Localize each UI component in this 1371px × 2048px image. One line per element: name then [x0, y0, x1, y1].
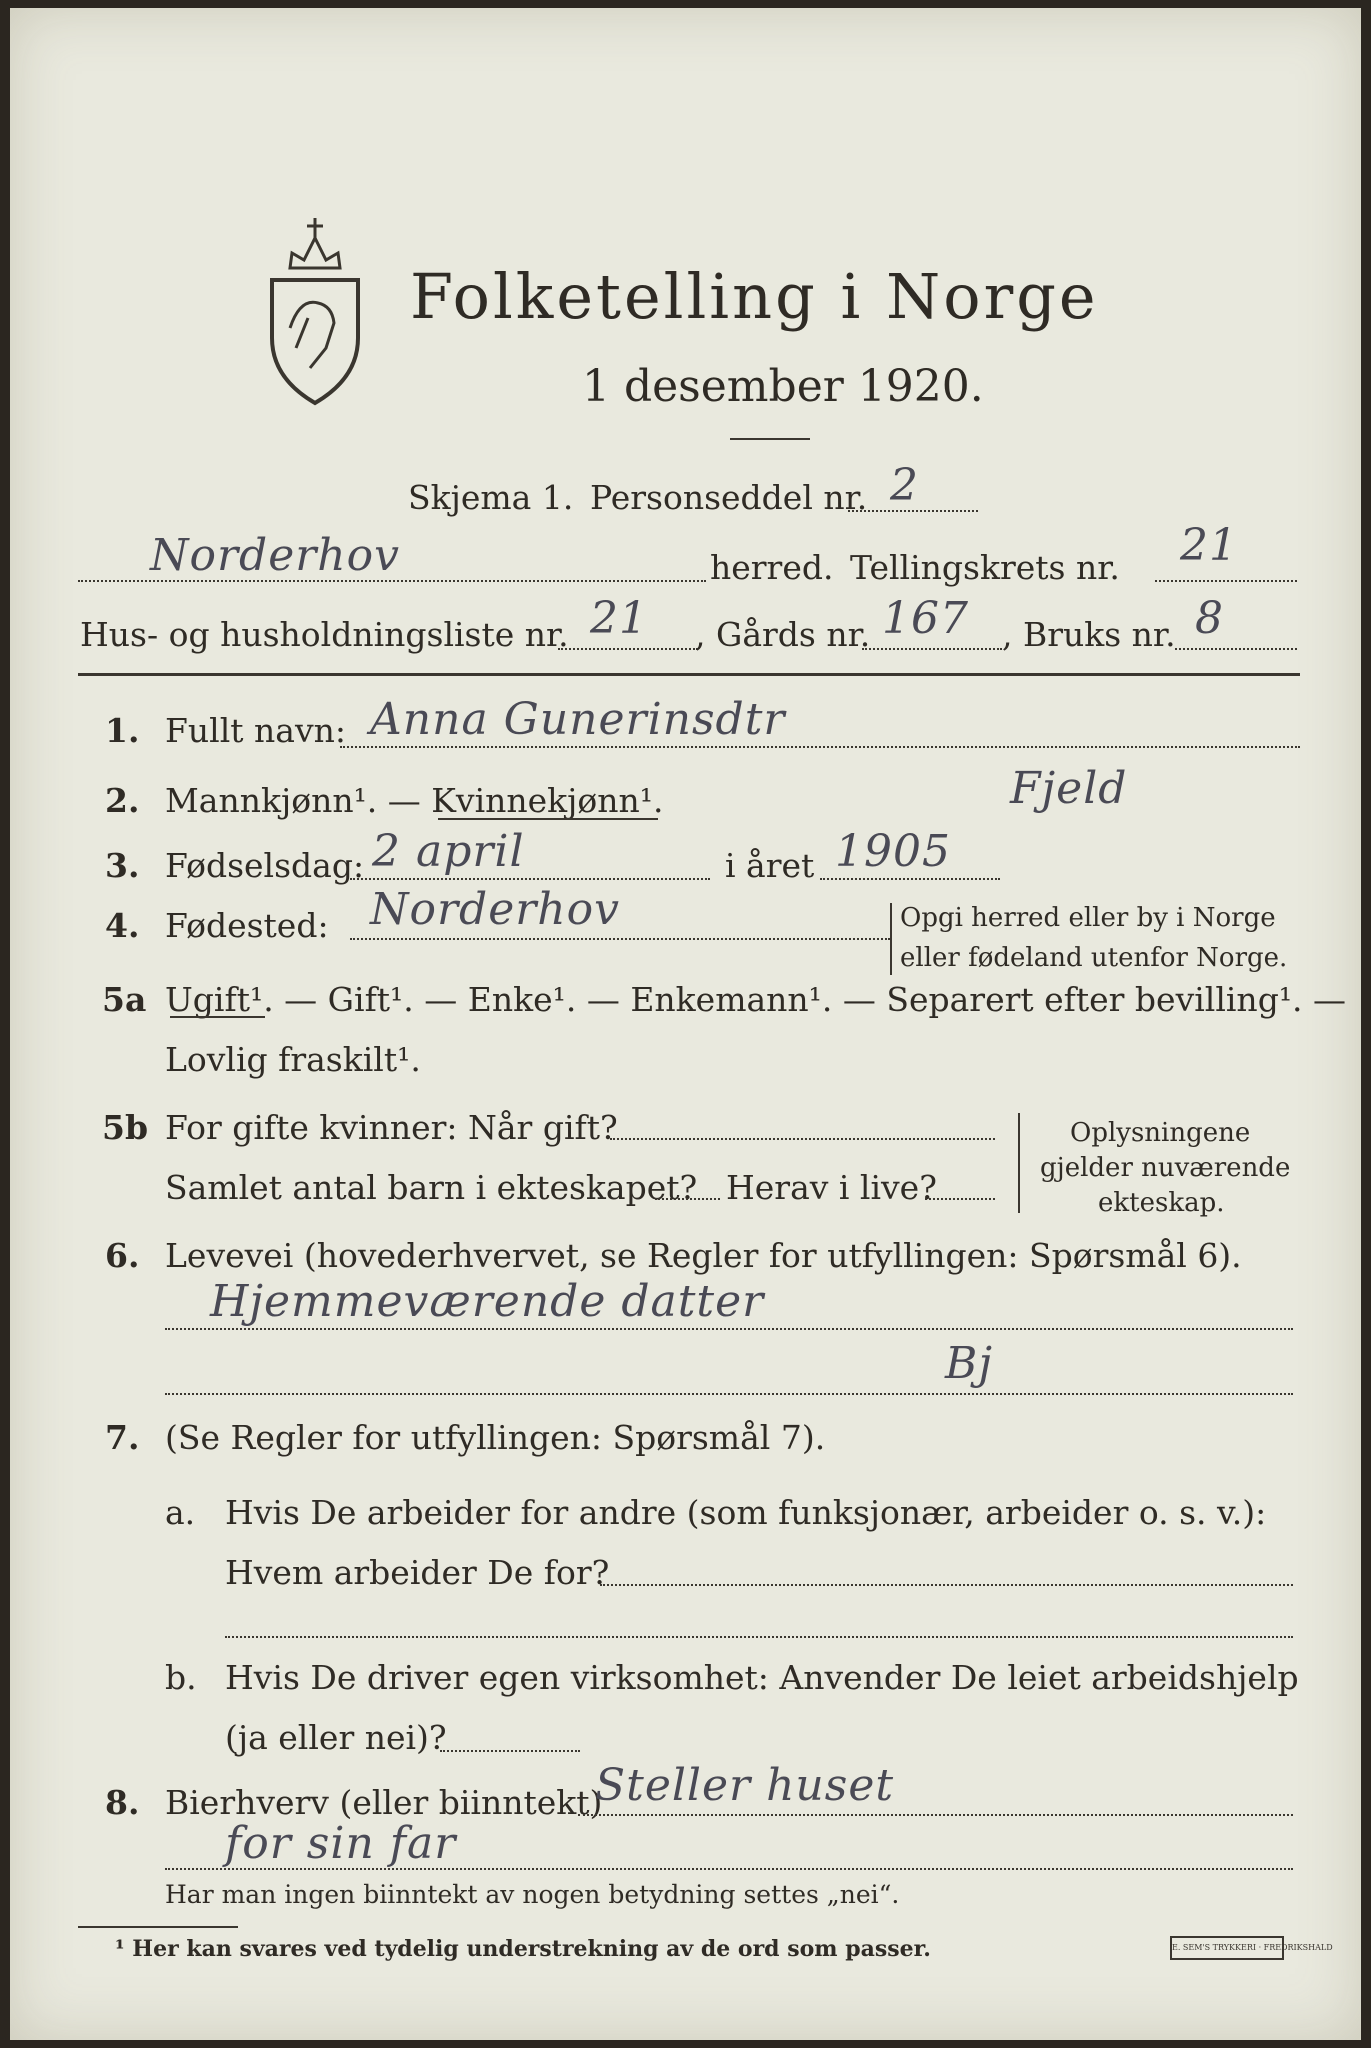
birthplace-value: Norderhov	[370, 884, 620, 935]
gards-line	[862, 648, 1002, 650]
q5b-note-1: Oplysningene	[1070, 1118, 1251, 1148]
q7a-number: a.	[165, 1493, 196, 1532]
q4-number: 4.	[105, 906, 140, 945]
personseddel-label: Personseddel nr.	[590, 478, 868, 517]
q6-label: Levevei (hovederhvervet, se Regler for utfyllingen: Spørsmål 6).	[165, 1236, 1242, 1275]
footnote: ¹ Her kan svares ved tydelig understrekning av de ord som passer.	[115, 1936, 931, 1962]
q8-line-1	[578, 1814, 1293, 1816]
q4-line	[350, 938, 890, 940]
q4-label: Fødested:	[165, 906, 329, 945]
q7a-label-2: Hvem arbeider De for?	[225, 1553, 610, 1592]
bruks-label: , Bruks nr.	[1002, 615, 1176, 654]
title-divider	[730, 438, 810, 440]
q5b-label-3: Herav i live?	[726, 1168, 937, 1207]
q7a-label: Hvis De arbeider for andre (som funksjonær, arbeider o. s. v.):	[225, 1493, 1267, 1532]
full-name-value: Anna Gunerinsdtr	[370, 694, 786, 745]
q5b-note-2: gjelder nuværende	[1040, 1153, 1291, 1183]
children-count-line	[655, 1198, 720, 1200]
children-alive-line	[925, 1198, 995, 1200]
q2-number: 2.	[105, 781, 140, 820]
husliste-line	[558, 648, 698, 650]
q3-number: 3.	[105, 846, 140, 885]
occupation-value: Hjemmeværende datter	[210, 1276, 765, 1327]
husliste-label: Hus- og husholdningsliste nr.	[80, 615, 569, 654]
q6-line-2	[165, 1393, 1293, 1395]
q8-label: Bierhverv (eller biinntekt)	[165, 1783, 603, 1822]
bruks-line	[1175, 648, 1297, 650]
q4-brace	[890, 903, 892, 975]
q5a-underline-ugift	[170, 1016, 265, 1018]
q7-label: (Se Regler for utfyllingen: Spørsmål 7).	[165, 1418, 826, 1457]
q4-note-1: Opgi herred eller by i Norge	[900, 903, 1276, 933]
q7b-label: Hvis De driver egen virksomhet: Anvender De leiet arbeidshjelp	[225, 1658, 1299, 1697]
side-occupation-value-2: for sin far	[225, 1818, 457, 1869]
official-mark: Bj	[945, 1338, 993, 1389]
q2-underline-kvinnekjonn	[438, 818, 658, 820]
employer-line-2	[225, 1636, 1293, 1638]
q1-label: Fullt navn:	[165, 711, 346, 750]
q1-number: 1.	[105, 711, 140, 750]
birthday-value: 2 april	[372, 826, 525, 877]
schema-label: Skjema 1.	[408, 478, 574, 517]
header-divider	[78, 673, 1300, 676]
q6-number: 6.	[105, 1236, 140, 1275]
q5a-label-2: Lovlig fraskilt¹.	[165, 1040, 421, 1079]
census-date: 1 desember 1920.	[582, 361, 984, 412]
personseddel-value: 2	[890, 460, 919, 511]
form-title: Folketelling i Norge	[410, 260, 1099, 333]
q2-label: Mannkjønn¹. — Kvinnekjønn¹.	[165, 781, 664, 820]
married-when-line	[610, 1138, 995, 1140]
tellingskrets-value: 21	[1180, 520, 1238, 571]
q5a-number: 5a	[102, 980, 147, 1019]
q1-line	[340, 746, 1300, 748]
q7-number: 7.	[105, 1418, 140, 1457]
q8-number: 8.	[105, 1783, 140, 1822]
husliste-value: 21	[590, 593, 648, 644]
full-name-value-2: Fjeld	[1010, 763, 1128, 814]
year-value: 1905	[835, 826, 951, 877]
census-form	[10, 8, 1361, 2040]
employer-line-1	[600, 1584, 1293, 1586]
q3-line	[350, 878, 710, 880]
herred-value: Norderhov	[150, 530, 400, 581]
q5b-note-3: ekteskap.	[1098, 1188, 1225, 1218]
q5b-brace	[1018, 1113, 1020, 1213]
q3-label: Fødselsdag:	[165, 846, 365, 885]
tellingskrets-label: Tellingskrets nr.	[850, 548, 1120, 587]
herred-label: herred.	[710, 548, 834, 587]
q6-line-1	[165, 1328, 1293, 1330]
bruks-value: 8	[1195, 593, 1224, 644]
coat-of-arms-icon	[260, 198, 370, 408]
q5b-label: For gifte kvinner: Når gift?	[165, 1108, 618, 1147]
year-line	[820, 878, 1000, 880]
q4-note-2: eller fødeland utenfor Norge.	[900, 943, 1288, 973]
side-occupation-value: Steller huset	[595, 1760, 895, 1811]
year-label: i året	[725, 846, 815, 885]
hired-help-line	[440, 1750, 580, 1752]
gards-value: 167	[882, 593, 969, 644]
q7b-label-2: (ja eller nei)?	[225, 1718, 447, 1757]
q5b-label-2: Samlet antal barn i ekteskapet?	[165, 1168, 698, 1207]
footnote-divider	[78, 1926, 238, 1928]
q8-note: Har man ingen biinntekt av nogen betydning settes „nei“.	[165, 1880, 900, 1909]
q5b-number: 5b	[102, 1108, 149, 1147]
q7b-number: b.	[165, 1658, 197, 1697]
printer-stamp: E. SEM'S TRYKKERI · FREDRIKSHALD	[1170, 1936, 1284, 1960]
gards-label: , Gårds nr.	[695, 615, 871, 654]
q5a-label: Ugift¹. — Gift¹. — Enke¹. — Enkemann¹. — Separert efter bevilling¹. —	[165, 980, 1347, 1019]
tellingskrets-line	[1155, 580, 1297, 582]
